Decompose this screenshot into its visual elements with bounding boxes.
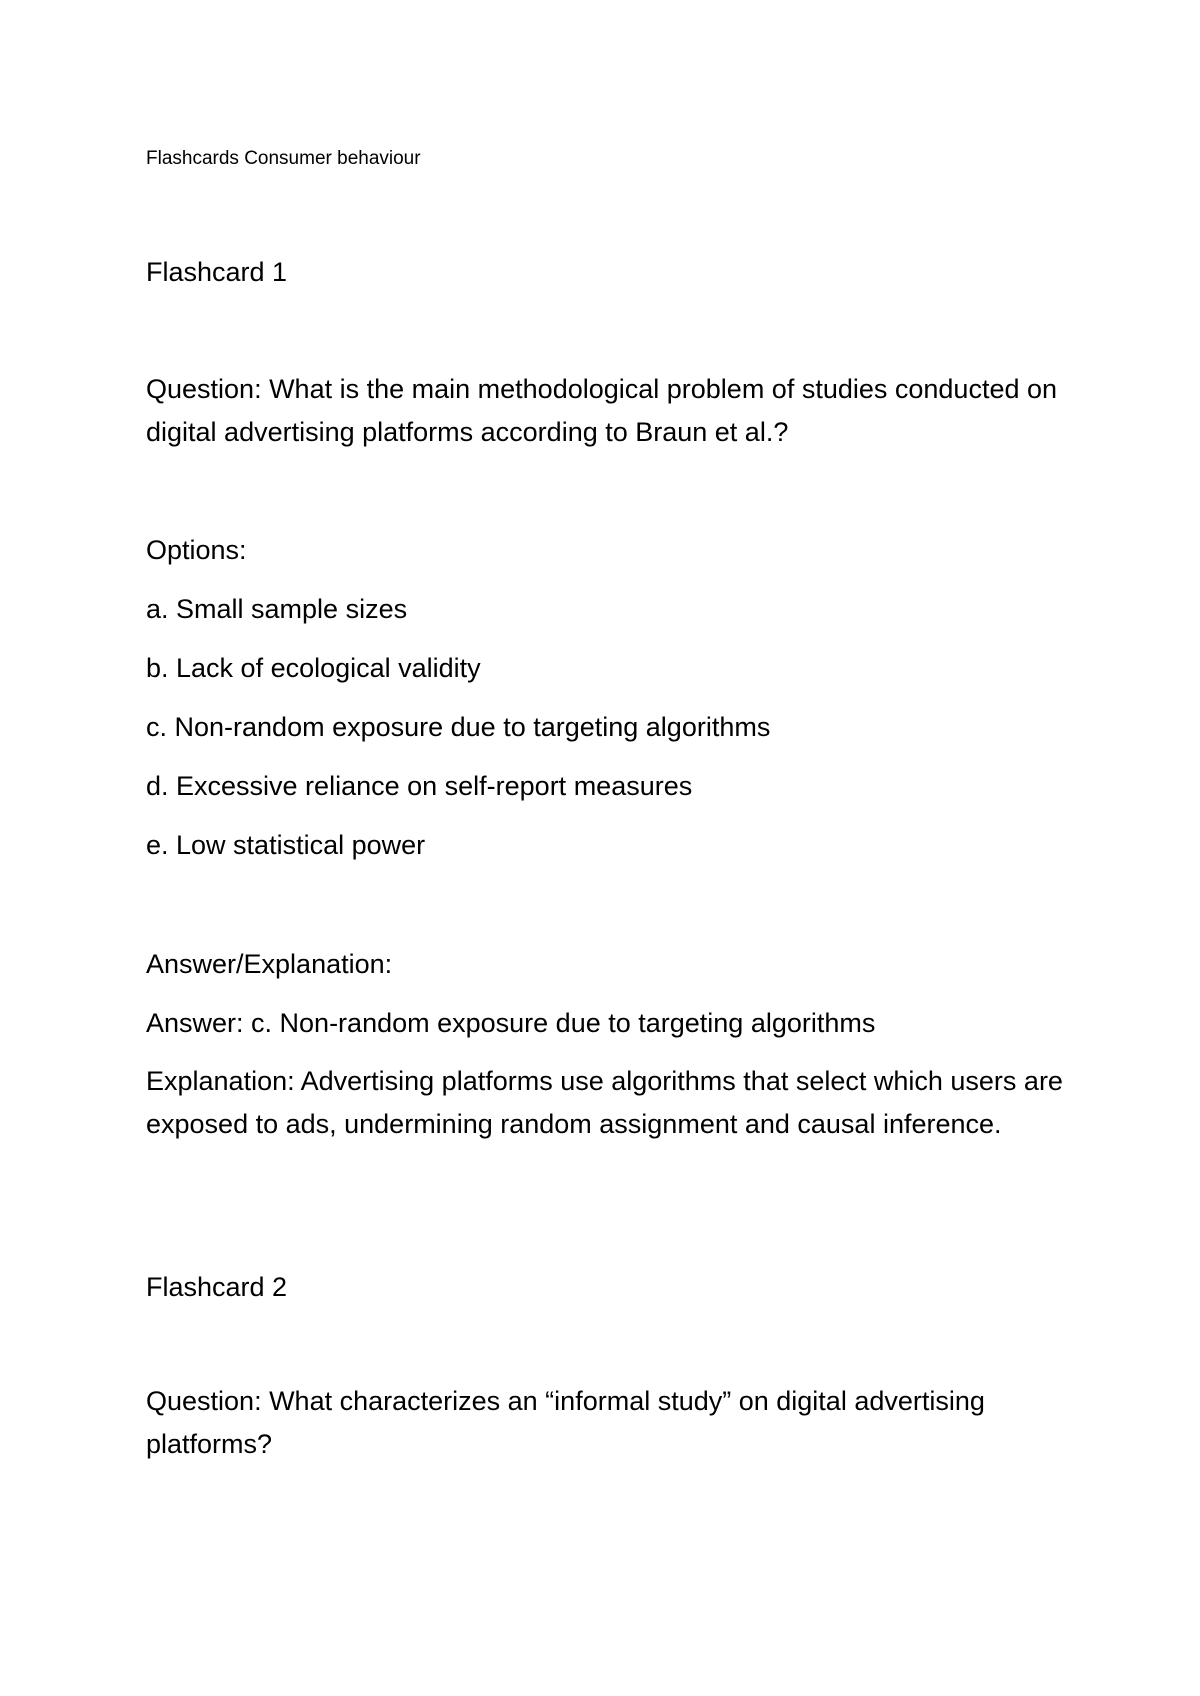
flashcard-title: Flashcard 1 [146, 257, 288, 287]
flashcard-title: Flashcard 2 [146, 1272, 288, 1302]
option-e: e. Low statistical power [146, 830, 426, 860]
option-d: d. Excessive reliance on self-report measures [146, 771, 693, 801]
answer-text: Answer: c. Non-random exposure due to targeting algorithms [146, 1008, 876, 1038]
flashcard-question: Question: What is the main methodological problem of studies conducted on digital advertising platforms according to Braun et al.? [146, 374, 1058, 447]
document-header: Flashcards Consumer behaviour [146, 148, 421, 169]
options-label: Options: [146, 535, 247, 565]
explanation-text: Explanation: Advertising platforms use algorithms that select which users are exposed to ads, undermining random assignment and causal inference. [146, 1066, 1063, 1139]
answer-label: Answer/Explanation: [146, 949, 393, 979]
option-c: c. Non-random exposure due to targeting algorithms [146, 712, 771, 742]
option-b: b. Lack of ecological validity [146, 653, 481, 683]
flashcard-question: Question: What characterizes an “informal study” on digital advertising platforms? [146, 1386, 985, 1459]
option-a: a. Small sample sizes [146, 594, 408, 624]
